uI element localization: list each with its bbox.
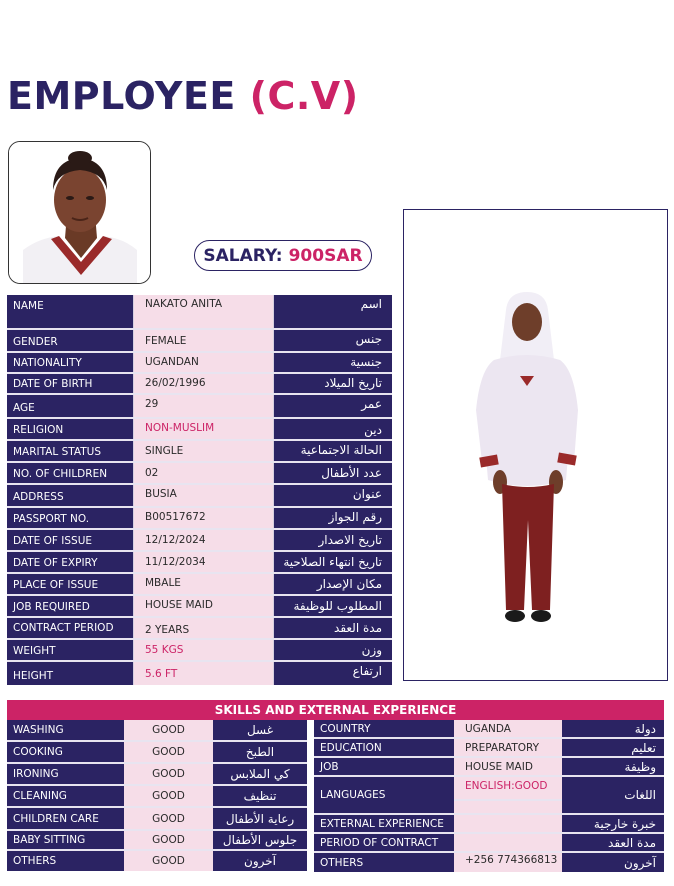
- skill-row: [7, 764, 307, 786]
- skill-label: COOKING: [7, 742, 124, 762]
- skill-arabic-label: جلوس الأطفال: [213, 831, 307, 849]
- experience-row: [314, 853, 664, 872]
- row-value: BUSIA: [133, 485, 274, 506]
- info-row-gender: [7, 330, 392, 353]
- experience-label: EXTERNAL EXPERIENCE: [314, 815, 454, 832]
- row-label: NAME: [7, 295, 133, 328]
- skill-rating: GOOD: [124, 764, 213, 784]
- row-value: 5.6 FT: [133, 662, 274, 685]
- experience-label: OTHERS: [314, 853, 454, 872]
- page-title: [7, 74, 359, 118]
- row-arabic-label: ارتفاع: [274, 662, 392, 685]
- row-label: DATE OF ISSUE: [7, 530, 133, 550]
- row-label: WEIGHT: [7, 640, 133, 660]
- experience-value: [454, 815, 562, 832]
- skill-arabic-label: كي الملابس: [213, 764, 307, 784]
- experience-value: [454, 777, 562, 813]
- experience-arabic-label: خبرة خارجية: [562, 815, 664, 832]
- row-arabic-label: دين: [274, 419, 392, 439]
- row-value: UGANDAN: [133, 353, 274, 372]
- info-row-passport: [7, 508, 392, 530]
- row-label: AGE: [7, 395, 133, 417]
- experience-table: [314, 720, 664, 872]
- info-row-date-of-expiry: [7, 552, 392, 574]
- skill-arabic-label: آخرون: [213, 851, 307, 871]
- personal-info-table: [7, 295, 392, 685]
- salary-value: 900SAR: [288, 245, 363, 266]
- row-value: 2 YEARS: [133, 618, 274, 638]
- languages-cell: [465, 777, 562, 815]
- skill-rating: GOOD: [124, 831, 213, 849]
- skill-rating: GOOD: [124, 742, 213, 762]
- skill-rating: GOOD: [124, 720, 213, 740]
- skill-label: CLEANING: [7, 786, 124, 806]
- row-label: CONTRACT PERIOD: [7, 618, 133, 638]
- info-row-job-required: [7, 596, 392, 618]
- experience-label: JOB: [314, 758, 454, 775]
- info-row-name: [7, 295, 392, 330]
- experience-row: [314, 834, 664, 853]
- info-row-contract-period: [7, 618, 392, 640]
- skill-row: [7, 808, 307, 831]
- info-row-dob: [7, 374, 392, 395]
- experience-arabic-label: تعليم: [562, 739, 664, 756]
- full-body-photo-icon: [404, 210, 668, 681]
- row-label: PASSPORT NO.: [7, 508, 133, 528]
- row-arabic-label: تاريخ انتهاء الصلاحية: [274, 552, 392, 572]
- language-entry-empty: [454, 799, 562, 815]
- skills-table: [7, 720, 307, 871]
- row-value: NON-MUSLIM: [133, 419, 274, 439]
- headshot-photo-icon: [9, 142, 151, 284]
- info-row-children: [7, 463, 392, 485]
- row-arabic-label: عدد الأطفال: [274, 463, 392, 483]
- full-body-photo: [403, 209, 668, 681]
- skill-label: CHILDREN CARE: [7, 808, 124, 829]
- row-arabic-label: رقم الجواز: [274, 508, 392, 528]
- row-label: JOB REQUIRED: [7, 596, 133, 616]
- experience-arabic-label: مدة العقد: [562, 834, 664, 851]
- experience-value: HOUSE MAID: [454, 758, 562, 775]
- row-label: DATE OF EXPIRY: [7, 552, 133, 572]
- info-row-marital-status: [7, 441, 392, 463]
- row-arabic-label: مدة العقد: [274, 618, 392, 638]
- row-value: SINGLE: [133, 441, 274, 461]
- experience-value: UGANDA: [454, 720, 562, 737]
- experience-row: [314, 777, 664, 815]
- row-label: GENDER: [7, 330, 133, 351]
- info-row-height: [7, 662, 392, 685]
- row-label: NO. OF CHILDREN: [7, 463, 133, 483]
- row-arabic-label: تاريخ الميلاد: [274, 374, 392, 393]
- row-arabic-label: جنسية: [274, 353, 392, 372]
- row-arabic-label: عمر: [274, 395, 392, 417]
- row-arabic-label: جنس: [274, 330, 392, 351]
- skill-rating: GOOD: [124, 808, 213, 829]
- skill-row: [7, 786, 307, 808]
- row-label: PLACE OF ISSUE: [7, 574, 133, 594]
- salary-label: SALARY:: [203, 245, 283, 266]
- skill-row: [7, 851, 307, 871]
- experience-row: [314, 758, 664, 777]
- row-arabic-label: اسم: [274, 295, 392, 328]
- experience-row: [314, 720, 664, 739]
- experience-value: PREPARATORY: [454, 739, 562, 756]
- info-row-age: [7, 395, 392, 419]
- salary-badge: [194, 240, 372, 271]
- phone-number: +256 774366813: [454, 853, 562, 872]
- row-arabic-label: عنوان: [274, 485, 392, 506]
- row-value: FEMALE: [133, 330, 274, 351]
- skill-rating: GOOD: [124, 786, 213, 806]
- skills-section-header: SKILLS AND EXTERNAL EXPERIENCE: [7, 700, 664, 720]
- row-value: 29: [133, 395, 274, 417]
- skill-label: BABY SITTING: [7, 831, 124, 849]
- info-row-religion: [7, 419, 392, 441]
- experience-row: [314, 739, 664, 758]
- info-row-nationality: [7, 353, 392, 374]
- row-arabic-label: الحالة الاجتماعية: [274, 441, 392, 461]
- experience-arabic-label: دولة: [562, 720, 664, 737]
- language-entry: ENGLISH:GOOD: [465, 780, 548, 792]
- row-value: B00517672: [133, 508, 274, 528]
- skill-arabic-label: رعاية الأطفال: [213, 808, 307, 829]
- row-label: ADDRESS: [7, 485, 133, 506]
- row-arabic-label: تاريخ الاصدار: [274, 530, 392, 550]
- row-arabic-label: مكان الإصدار: [274, 574, 392, 594]
- skill-label: OTHERS: [7, 851, 124, 871]
- row-value: 26/02/1996: [133, 374, 274, 393]
- skill-arabic-label: غسل: [213, 720, 307, 740]
- row-value: 12/12/2024: [133, 530, 274, 550]
- skill-rating: GOOD: [124, 851, 213, 871]
- row-value: 55 KGS: [133, 640, 274, 660]
- row-value: NAKATO ANITA: [133, 295, 274, 328]
- info-row-address: [7, 485, 392, 508]
- title-main: EMPLOYEE: [7, 74, 236, 118]
- row-value: MBALE: [133, 574, 274, 594]
- row-value: 02: [133, 463, 274, 483]
- skill-row: [7, 742, 307, 764]
- skill-arabic-label: الطبخ: [213, 742, 307, 762]
- row-arabic-label: وزن: [274, 640, 392, 660]
- experience-arabic-label: آخرون: [562, 853, 664, 872]
- row-value: HOUSE MAID: [133, 596, 274, 616]
- info-row-weight: [7, 640, 392, 662]
- experience-arabic-label: وظيفة: [562, 758, 664, 775]
- row-label: HEIGHT: [7, 662, 133, 685]
- row-label: NATIONALITY: [7, 353, 133, 372]
- row-label: RELIGION: [7, 419, 133, 439]
- row-arabic-label: المطلوب للوظيفة: [274, 596, 392, 616]
- experience-label: LANGUAGES: [314, 777, 454, 813]
- portrait-photo: [8, 141, 151, 284]
- experience-arabic-label: اللغات: [562, 777, 664, 813]
- experience-label: PERIOD OF CONTRACT: [314, 834, 454, 851]
- skill-row: [7, 720, 307, 742]
- title-accent: (C.V): [249, 74, 359, 118]
- info-row-place-of-issue: [7, 574, 392, 596]
- skill-arabic-label: تنظيف: [213, 786, 307, 806]
- row-label: MARITAL STATUS: [7, 441, 133, 461]
- skill-row: [7, 831, 307, 851]
- skill-label: IRONING: [7, 764, 124, 784]
- info-row-date-of-issue: [7, 530, 392, 552]
- row-value: 11/12/2034: [133, 552, 274, 572]
- skill-label: WASHING: [7, 720, 124, 740]
- experience-row: [314, 815, 664, 834]
- row-label: DATE OF BIRTH: [7, 374, 133, 393]
- experience-value: [454, 834, 562, 851]
- experience-label: EDUCATION: [314, 739, 454, 756]
- experience-label: COUNTRY: [314, 720, 454, 737]
